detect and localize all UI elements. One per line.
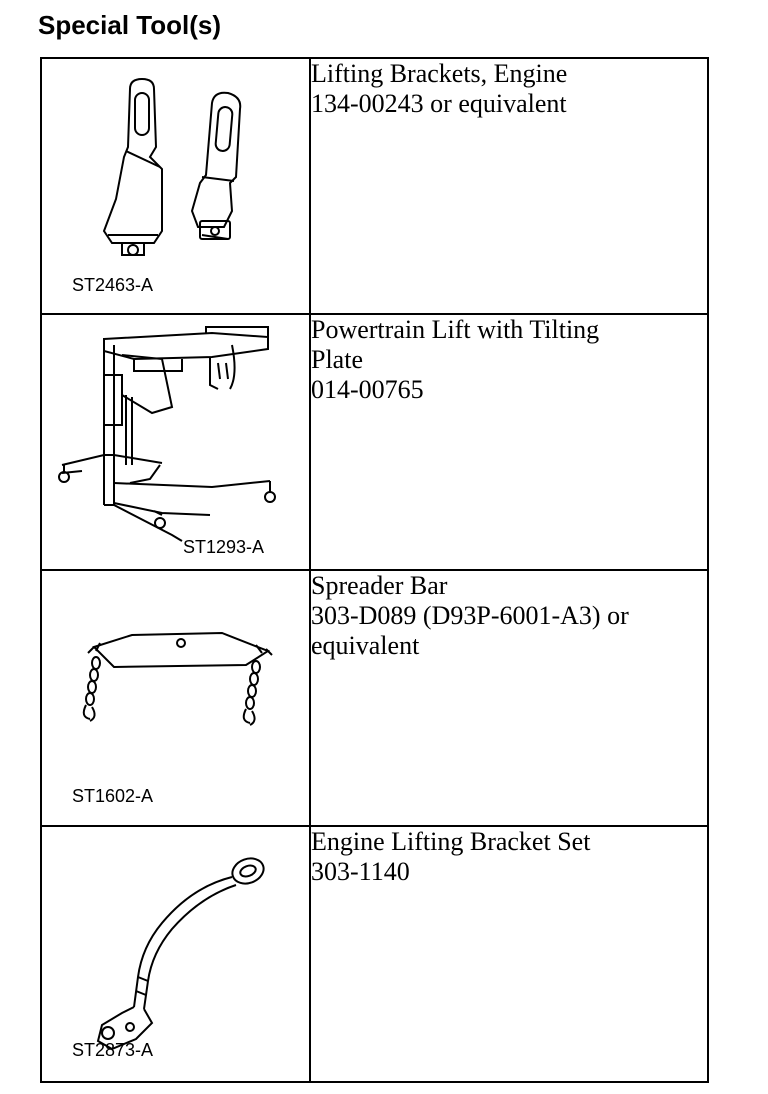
tool-description-cell — [310, 314, 708, 570]
powertrain-lift-illustration — [42, 315, 309, 571]
table-row — [41, 826, 708, 1082]
tool-number: 303-1140 — [311, 857, 410, 886]
tool-code: ST1293-A — [183, 537, 265, 557]
table-row — [41, 570, 708, 826]
tool-image-cell — [41, 58, 310, 314]
tool-image-cell — [41, 314, 310, 570]
tool-description-cell — [310, 826, 708, 1082]
table-row — [41, 314, 708, 570]
tool-number-continued: equivalent — [311, 631, 420, 660]
tool-image-cell — [41, 570, 310, 826]
tool-number: 303-D089 (D93P-6001-A3) or — [311, 601, 629, 630]
tool-name-continued: Plate — [311, 345, 363, 374]
tool-name: Engine Lifting Bracket Set — [311, 827, 591, 856]
tool-number: 134-00243 or equivalent — [311, 89, 567, 118]
special-tools-table — [40, 57, 709, 1083]
tool-image-cell — [41, 826, 310, 1082]
tool-name: Powertrain Lift with Tilting — [311, 315, 600, 344]
tool-code: ST2463-A — [72, 275, 154, 295]
tool-code: ST1602-A — [72, 786, 154, 806]
page-title: Special Tool(s) — [38, 10, 221, 40]
tool-description-cell — [310, 570, 708, 826]
tool-name: Lifting Brackets, Engine — [311, 59, 568, 88]
tool-number: 014-00765 — [311, 375, 424, 404]
tool-description-cell — [310, 58, 708, 314]
tool-code: ST2873-A — [72, 1040, 154, 1060]
table-row — [41, 58, 708, 314]
tool-name: Spreader Bar — [311, 571, 448, 600]
